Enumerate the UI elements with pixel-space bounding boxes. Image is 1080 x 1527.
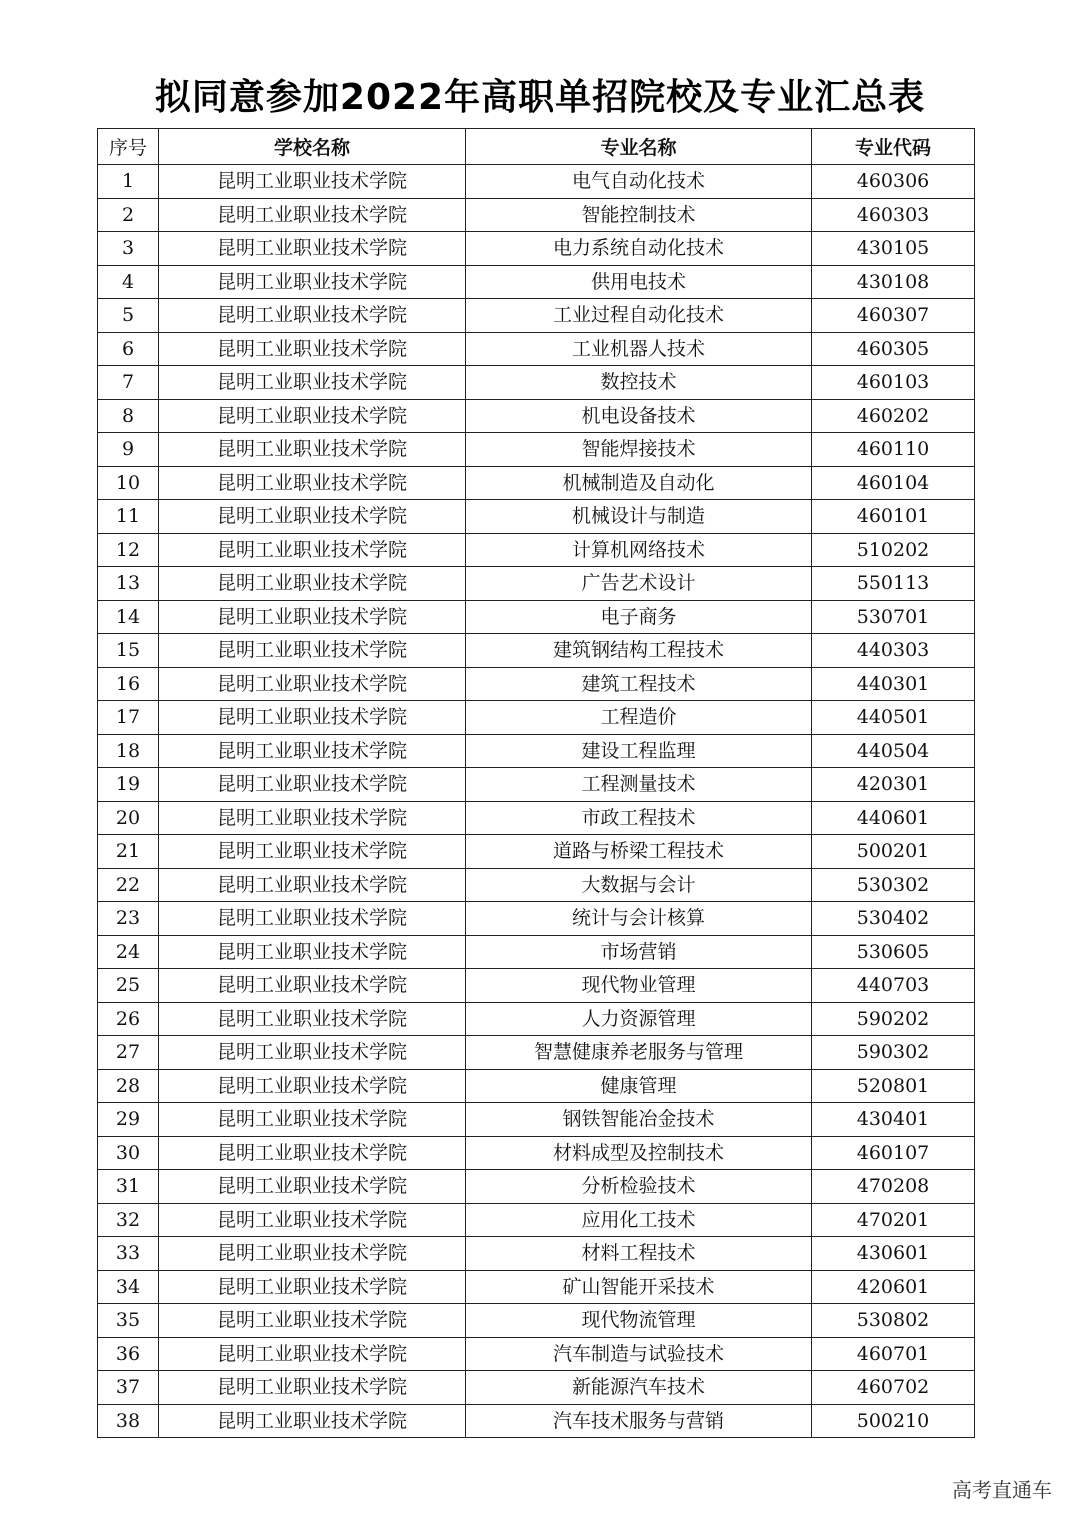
cell-school: 昆明工业职业技术学院 xyxy=(159,835,466,869)
table-row xyxy=(98,299,975,333)
cell-code: 440703 xyxy=(812,969,975,1003)
cell-school: 昆明工业职业技术学院 xyxy=(159,1002,466,1036)
cell-seq: 34 xyxy=(98,1270,159,1304)
cell-major: 计算机网络技术 xyxy=(466,533,812,567)
cell-seq: 13 xyxy=(98,567,159,601)
table-row xyxy=(98,1371,975,1405)
cell-seq: 10 xyxy=(98,466,159,500)
cell-seq: 9 xyxy=(98,433,159,467)
cell-code: 530802 xyxy=(812,1304,975,1338)
cell-major: 广告艺术设计 xyxy=(466,567,812,601)
cell-seq: 18 xyxy=(98,734,159,768)
table-row xyxy=(98,466,975,500)
cell-seq: 14 xyxy=(98,600,159,634)
cell-seq: 3 xyxy=(98,232,159,266)
cell-seq: 11 xyxy=(98,500,159,534)
table-row xyxy=(98,567,975,601)
cell-major: 机械设计与制造 xyxy=(466,500,812,534)
cell-seq: 15 xyxy=(98,634,159,668)
cell-school: 昆明工业职业技术学院 xyxy=(159,198,466,232)
cell-code: 440504 xyxy=(812,734,975,768)
cell-code: 500210 xyxy=(812,1404,975,1438)
cell-code: 460701 xyxy=(812,1337,975,1371)
cell-code: 460110 xyxy=(812,433,975,467)
cell-code: 430108 xyxy=(812,265,975,299)
table-row xyxy=(98,734,975,768)
cell-school: 昆明工业职业技术学院 xyxy=(159,801,466,835)
table-row xyxy=(98,1270,975,1304)
cell-seq: 37 xyxy=(98,1371,159,1405)
cell-seq: 35 xyxy=(98,1304,159,1338)
cell-major: 健康管理 xyxy=(466,1069,812,1103)
table-row xyxy=(98,1069,975,1103)
cell-school: 昆明工业职业技术学院 xyxy=(159,935,466,969)
table-row xyxy=(98,600,975,634)
table-row xyxy=(98,165,975,199)
cell-code: 420601 xyxy=(812,1270,975,1304)
cell-code: 470208 xyxy=(812,1170,975,1204)
table-row xyxy=(98,265,975,299)
table-row xyxy=(98,332,975,366)
cell-school: 昆明工业职业技术学院 xyxy=(159,1203,466,1237)
cell-code: 530701 xyxy=(812,600,975,634)
cell-seq: 6 xyxy=(98,332,159,366)
table-row xyxy=(98,701,975,735)
cell-code: 420301 xyxy=(812,768,975,802)
cell-code: 460307 xyxy=(812,299,975,333)
table-row xyxy=(98,902,975,936)
cell-seq: 36 xyxy=(98,1337,159,1371)
table-row xyxy=(98,768,975,802)
cell-school: 昆明工业职业技术学院 xyxy=(159,1337,466,1371)
header-code: 专业代码 xyxy=(812,129,975,165)
table-header-row xyxy=(98,129,975,165)
table-row xyxy=(98,835,975,869)
cell-major: 智慧健康养老服务与管理 xyxy=(466,1036,812,1070)
table-row xyxy=(98,667,975,701)
table-row xyxy=(98,433,975,467)
cell-code: 530402 xyxy=(812,902,975,936)
cell-major: 建筑钢结构工程技术 xyxy=(466,634,812,668)
cell-major: 材料工程技术 xyxy=(466,1237,812,1271)
table-body xyxy=(98,165,975,1438)
cell-school: 昆明工业职业技术学院 xyxy=(159,500,466,534)
table-row xyxy=(98,399,975,433)
cell-school: 昆明工业职业技术学院 xyxy=(159,366,466,400)
cell-code: 430401 xyxy=(812,1103,975,1137)
table-row xyxy=(98,1203,975,1237)
cell-school: 昆明工业职业技术学院 xyxy=(159,1036,466,1070)
cell-seq: 5 xyxy=(98,299,159,333)
cell-school: 昆明工业职业技术学院 xyxy=(159,265,466,299)
cell-school: 昆明工业职业技术学院 xyxy=(159,332,466,366)
table-row xyxy=(98,1036,975,1070)
cell-school: 昆明工业职业技术学院 xyxy=(159,1170,466,1204)
cell-school: 昆明工业职业技术学院 xyxy=(159,299,466,333)
cell-school: 昆明工业职业技术学院 xyxy=(159,232,466,266)
cell-seq: 27 xyxy=(98,1036,159,1070)
cell-major: 现代物流管理 xyxy=(466,1304,812,1338)
cell-major: 电气自动化技术 xyxy=(466,165,812,199)
cell-seq: 22 xyxy=(98,868,159,902)
cell-seq: 33 xyxy=(98,1237,159,1271)
cell-major: 工程测量技术 xyxy=(466,768,812,802)
page-title: 拟同意参加2022年高职单招院校及专业汇总表 xyxy=(154,77,926,118)
header-major: 专业名称 xyxy=(466,129,812,165)
cell-seq: 31 xyxy=(98,1170,159,1204)
cell-major: 工程造价 xyxy=(466,701,812,735)
cell-major: 市场营销 xyxy=(466,935,812,969)
cell-code: 530302 xyxy=(812,868,975,902)
table-row xyxy=(98,1337,975,1371)
cell-major: 统计与会计核算 xyxy=(466,902,812,936)
cell-school: 昆明工业职业技术学院 xyxy=(159,667,466,701)
table-row xyxy=(98,1103,975,1137)
cell-seq: 23 xyxy=(98,902,159,936)
cell-school: 昆明工业职业技术学院 xyxy=(159,969,466,1003)
cell-major: 供用电技术 xyxy=(466,265,812,299)
cell-seq: 26 xyxy=(98,1002,159,1036)
cell-seq: 1 xyxy=(98,165,159,199)
cell-code: 500201 xyxy=(812,835,975,869)
cell-school: 昆明工业职业技术学院 xyxy=(159,433,466,467)
table-row xyxy=(98,1136,975,1170)
cell-school: 昆明工业职业技术学院 xyxy=(159,1069,466,1103)
cell-code: 520801 xyxy=(812,1069,975,1103)
cell-major: 智能控制技术 xyxy=(466,198,812,232)
cell-seq: 17 xyxy=(98,701,159,735)
cell-school: 昆明工业职业技术学院 xyxy=(159,1270,466,1304)
cell-major: 人力资源管理 xyxy=(466,1002,812,1036)
cell-seq: 16 xyxy=(98,667,159,701)
table-row xyxy=(98,969,975,1003)
cell-major: 汽车技术服务与营销 xyxy=(466,1404,812,1438)
header-school: 学校名称 xyxy=(159,129,466,165)
cell-school: 昆明工业职业技术学院 xyxy=(159,768,466,802)
cell-major: 电子商务 xyxy=(466,600,812,634)
cell-seq: 24 xyxy=(98,935,159,969)
cell-code: 590202 xyxy=(812,1002,975,1036)
table-row xyxy=(98,232,975,266)
table-row xyxy=(98,1237,975,1271)
cell-seq: 28 xyxy=(98,1069,159,1103)
header-seq: 序号 xyxy=(98,129,159,165)
cell-seq: 25 xyxy=(98,969,159,1003)
cell-major: 汽车制造与试验技术 xyxy=(466,1337,812,1371)
table-row xyxy=(98,634,975,668)
cell-major: 应用化工技术 xyxy=(466,1203,812,1237)
cell-school: 昆明工业职业技术学院 xyxy=(159,734,466,768)
cell-major: 大数据与会计 xyxy=(466,868,812,902)
cell-code: 470201 xyxy=(812,1203,975,1237)
cell-school: 昆明工业职业技术学院 xyxy=(159,1304,466,1338)
cell-seq: 32 xyxy=(98,1203,159,1237)
cell-seq: 29 xyxy=(98,1103,159,1137)
cell-major: 机械制造及自动化 xyxy=(466,466,812,500)
cell-seq: 20 xyxy=(98,801,159,835)
cell-major: 工业机器人技术 xyxy=(466,332,812,366)
cell-major: 建筑工程技术 xyxy=(466,667,812,701)
table-row xyxy=(98,366,975,400)
cell-major: 数控技术 xyxy=(466,366,812,400)
table-row xyxy=(98,1404,975,1438)
cell-seq: 19 xyxy=(98,768,159,802)
cell-major: 新能源汽车技术 xyxy=(466,1371,812,1405)
cell-seq: 30 xyxy=(98,1136,159,1170)
cell-major: 现代物业管理 xyxy=(466,969,812,1003)
cell-major: 建设工程监理 xyxy=(466,734,812,768)
cell-school: 昆明工业职业技术学院 xyxy=(159,868,466,902)
table-row xyxy=(98,533,975,567)
table-row xyxy=(98,198,975,232)
cell-major: 矿山智能开采技术 xyxy=(466,1270,812,1304)
cell-major: 分析检验技术 xyxy=(466,1170,812,1204)
watermark-text: 高考直通车 xyxy=(952,1478,1052,1502)
major-summary-table xyxy=(97,128,975,1438)
cell-code: 460202 xyxy=(812,399,975,433)
cell-school: 昆明工业职业技术学院 xyxy=(159,902,466,936)
cell-major: 工业过程自动化技术 xyxy=(466,299,812,333)
cell-code: 550113 xyxy=(812,567,975,601)
cell-seq: 2 xyxy=(98,198,159,232)
table-row xyxy=(98,868,975,902)
cell-code: 440601 xyxy=(812,801,975,835)
table-row xyxy=(98,1304,975,1338)
cell-major: 市政工程技术 xyxy=(466,801,812,835)
cell-major: 材料成型及控制技术 xyxy=(466,1136,812,1170)
cell-school: 昆明工业职业技术学院 xyxy=(159,165,466,199)
cell-code: 430601 xyxy=(812,1237,975,1271)
cell-code: 460103 xyxy=(812,366,975,400)
cell-major: 钢铁智能冶金技术 xyxy=(466,1103,812,1137)
cell-seq: 38 xyxy=(98,1404,159,1438)
cell-school: 昆明工业职业技术学院 xyxy=(159,600,466,634)
table-row xyxy=(98,935,975,969)
cell-code: 460306 xyxy=(812,165,975,199)
cell-code: 590302 xyxy=(812,1036,975,1070)
cell-seq: 21 xyxy=(98,835,159,869)
cell-school: 昆明工业职业技术学院 xyxy=(159,701,466,735)
cell-school: 昆明工业职业技术学院 xyxy=(159,1404,466,1438)
cell-school: 昆明工业职业技术学院 xyxy=(159,1103,466,1137)
cell-code: 460107 xyxy=(812,1136,975,1170)
cell-seq: 8 xyxy=(98,399,159,433)
cell-code: 440303 xyxy=(812,634,975,668)
table-row xyxy=(98,1170,975,1204)
cell-code: 430105 xyxy=(812,232,975,266)
cell-code: 460702 xyxy=(812,1371,975,1405)
cell-school: 昆明工业职业技术学院 xyxy=(159,567,466,601)
cell-code: 440501 xyxy=(812,701,975,735)
cell-code: 460101 xyxy=(812,500,975,534)
cell-code: 530605 xyxy=(812,935,975,969)
cell-code: 440301 xyxy=(812,667,975,701)
cell-school: 昆明工业职业技术学院 xyxy=(159,1136,466,1170)
cell-school: 昆明工业职业技术学院 xyxy=(159,1237,466,1271)
cell-major: 电力系统自动化技术 xyxy=(466,232,812,266)
cell-school: 昆明工业职业技术学院 xyxy=(159,1371,466,1405)
cell-major: 智能焊接技术 xyxy=(466,433,812,467)
cell-school: 昆明工业职业技术学院 xyxy=(159,399,466,433)
table-row xyxy=(98,500,975,534)
cell-code: 460305 xyxy=(812,332,975,366)
cell-seq: 4 xyxy=(98,265,159,299)
cell-major: 道路与桥梁工程技术 xyxy=(466,835,812,869)
cell-code: 510202 xyxy=(812,533,975,567)
table-row xyxy=(98,801,975,835)
cell-seq: 7 xyxy=(98,366,159,400)
cell-code: 460104 xyxy=(812,466,975,500)
cell-school: 昆明工业职业技术学院 xyxy=(159,634,466,668)
cell-code: 460303 xyxy=(812,198,975,232)
cell-major: 机电设备技术 xyxy=(466,399,812,433)
cell-school: 昆明工业职业技术学院 xyxy=(159,533,466,567)
cell-school: 昆明工业职业技术学院 xyxy=(159,466,466,500)
cell-seq: 12 xyxy=(98,533,159,567)
table-row xyxy=(98,1002,975,1036)
